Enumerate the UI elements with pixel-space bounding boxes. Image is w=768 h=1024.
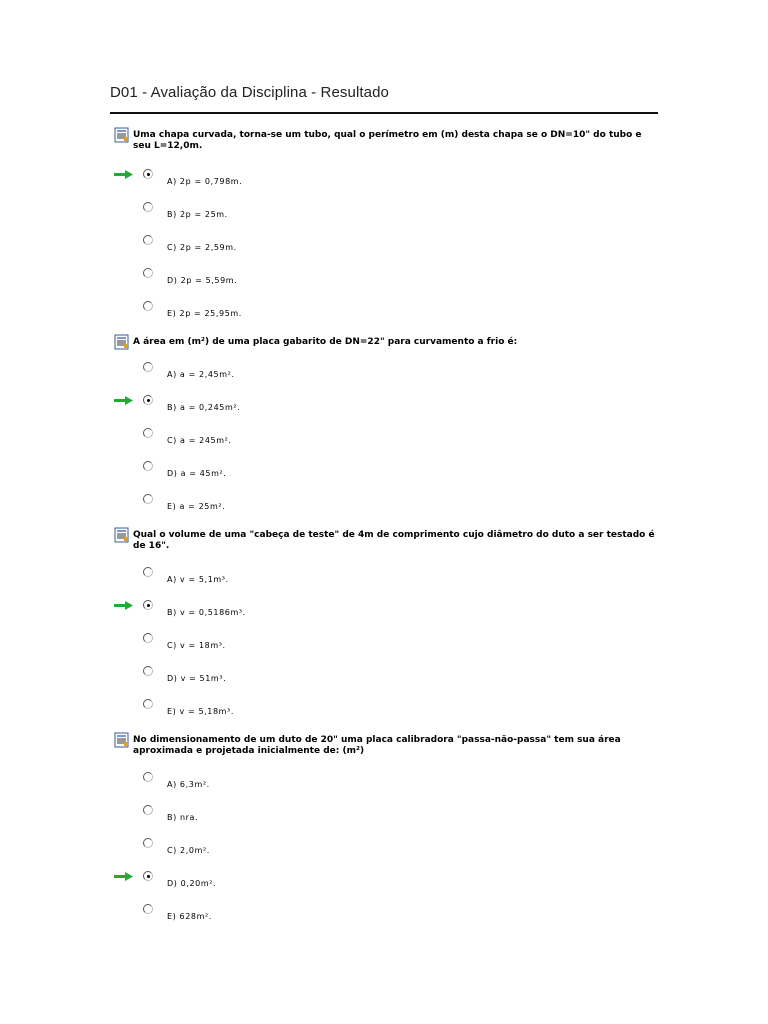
option-a [114,567,414,587]
option-b [114,805,414,825]
option-b-radio[interactable] [143,600,153,610]
option-a-radio[interactable] [143,567,153,577]
question-text: Qual o volume de uma "cabeça de teste" de 4m de comprimento cujo diâmetro do duto a ser testado é de 16". [133,530,655,551]
option-e-radio[interactable] [143,699,153,709]
question-4 [114,735,659,921]
option-e [114,904,414,924]
document-icon [114,732,130,748]
question-header [114,130,659,152]
option-a-radio[interactable] [143,169,153,179]
option-e-label: E) v = 5,18m³. [167,707,234,716]
option-e-radio[interactable] [143,494,153,504]
question-header [114,530,659,552]
green-arrow-icon [114,601,134,610]
option-d-label: D) a = 45m². [167,469,227,478]
page-title: D01 - Avaliação da Disciplina - Resultado [110,84,389,101]
option-c [114,633,414,653]
option-b-label: B) a = 0,245m². [167,403,241,412]
option-c-radio[interactable] [143,428,153,438]
option-c-label: C) 2,0m². [167,846,210,855]
question-text: Uma chapa curvada, torna-se um tubo, qual o perímetro em (m) desta chapa se o DN=10" do tubo e seu L=12,0m. [133,130,642,151]
question-2 [114,337,659,511]
option-e [114,699,414,719]
option-a-radio[interactable] [143,362,153,372]
option-c-radio[interactable] [143,838,153,848]
option-d-radio[interactable] [143,666,153,676]
option-c-radio[interactable] [143,235,153,245]
option-a [114,169,414,189]
option-b-radio[interactable] [143,805,153,815]
document-icon [114,334,130,350]
document-icon [114,527,130,543]
option-d [114,268,414,288]
option-c-label: C) 2p = 2,59m. [167,243,237,252]
option-a [114,362,414,382]
option-a [114,772,414,792]
option-d-label: D) 2p = 5,59m. [167,276,238,285]
option-b-radio[interactable] [143,395,153,405]
option-d-label: D) v = 51m³. [167,674,227,683]
question-1 [114,130,659,318]
option-e [114,494,414,514]
option-d [114,461,414,481]
option-d-label: D) 0,20m². [167,879,217,888]
option-c-radio[interactable] [143,633,153,643]
document-icon [114,127,130,143]
option-d [114,871,414,891]
option-d-radio[interactable] [143,871,153,881]
option-c [114,235,414,255]
question-text: A área em (m²) de uma placa gabarito de DN=22" para curvamento a frio é: [133,337,518,347]
option-b [114,202,414,222]
option-c-label: C) v = 18m³. [167,641,226,650]
option-e-label: E) 628m². [167,912,212,921]
green-arrow-icon [114,170,134,179]
option-a-label: A) a = 2,45m². [167,370,235,379]
option-e-label: E) a = 25m². [167,502,226,511]
option-a-radio[interactable] [143,772,153,782]
question-text: No dimensionamento de um duto de 20" uma placa calibradora "passa-não-passa" tem sua área aproximada e projetada inicialmente de: (m²) [133,735,621,756]
option-b-radio[interactable] [143,202,153,212]
title-divider [110,112,658,114]
option-e-radio[interactable] [143,904,153,914]
option-c [114,838,414,858]
option-e-label: E) 2p = 25,95m. [167,309,242,318]
option-d-radio[interactable] [143,461,153,471]
option-b-label: B) nra. [167,813,199,822]
green-arrow-icon [114,396,134,405]
option-b-label: B) 2p = 25m. [167,210,228,219]
option-a-label: A) 6,3m². [167,780,210,789]
option-c [114,428,414,448]
option-e [114,301,414,321]
option-d-radio[interactable] [143,268,153,278]
option-a-label: A) v = 5,1m³. [167,575,229,584]
option-b-label: B) v = 0,5186m³. [167,608,246,617]
question-header [114,735,659,757]
green-arrow-icon [114,872,134,881]
option-a-label: A) 2p = 0,798m. [167,177,243,186]
question-header [114,337,659,348]
option-c-label: C) a = 245m². [167,436,232,445]
option-e-radio[interactable] [143,301,153,311]
option-b [114,600,414,620]
question-3 [114,530,659,716]
option-d [114,666,414,686]
option-b [114,395,414,415]
